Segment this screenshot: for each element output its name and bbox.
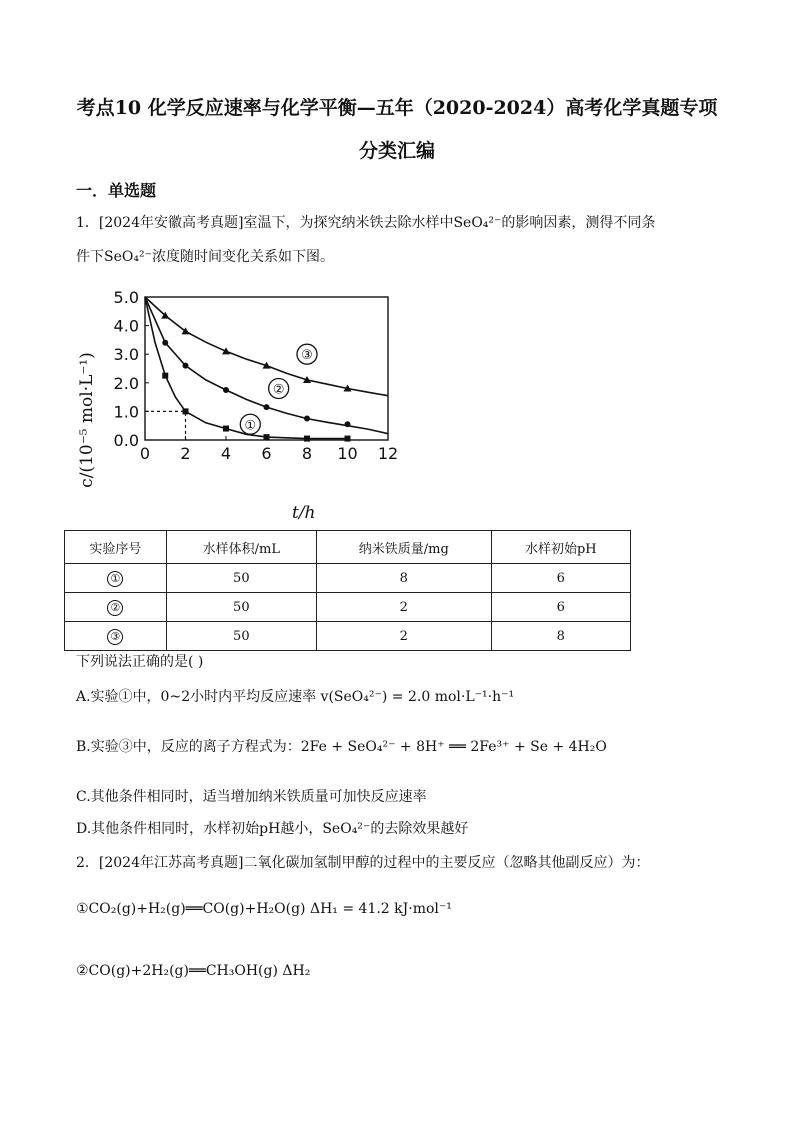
q2-equation-1: ①CO₂(g)+H₂(g)══CO(g)+H₂O(g) ΔH₁ = 41.2 kJ·mol⁻¹: [76, 901, 452, 917]
table-cell: 50: [166, 593, 316, 622]
q1-stem-line2: 件下SeO₄²⁻浓度随时间变化关系如下图。: [76, 249, 334, 265]
table-cell: 50: [166, 622, 316, 651]
table-cell: 6: [491, 593, 630, 622]
q2-equation-2: ②CO(g)+2H₂(g)══CH₃OH(g) ΔH₂: [76, 963, 311, 979]
experiment-table: [64, 530, 631, 651]
table-header-cell: 水样初始pH: [491, 531, 630, 564]
data-point: [162, 340, 168, 346]
data-point: [183, 363, 189, 369]
y-tick-label: 0.0: [113, 431, 139, 450]
x-tick-label: 4: [220, 444, 232, 463]
data-point: [345, 436, 351, 442]
table-header-cell: 纳米铁质量/mg: [316, 531, 491, 564]
x-axis-label: t/h: [292, 503, 316, 523]
table-cell: ②: [65, 593, 167, 622]
page-subtitle: 分类汇编: [358, 140, 435, 162]
table-cell: 8: [316, 564, 491, 593]
table-cell: 2: [316, 593, 491, 622]
data-point: [304, 416, 310, 422]
q2-stem: 2．[2024年江苏高考真题]二氧化碳加氢制甲醇的过程中的主要反应（忽略其他副反应）为：: [76, 855, 650, 871]
x-tick-label: 2: [180, 444, 191, 463]
series-label: ①: [244, 418, 257, 434]
y-axis-label: c/(10⁻⁵ mol·L⁻¹): [77, 352, 97, 488]
data-point: [183, 408, 189, 414]
y-tick-label: 1.0: [113, 402, 139, 422]
data-point: [223, 426, 229, 432]
dashed-guide-line: [145, 411, 186, 440]
table-row: [65, 622, 631, 651]
table-cell: 6: [491, 564, 630, 593]
section-heading: 一．单选题: [76, 181, 157, 200]
y-tick-label: 5.0: [113, 288, 139, 307]
table-cell: ①: [65, 564, 167, 593]
series-label: ②: [272, 382, 285, 398]
table-row: [65, 564, 631, 593]
series-line: [145, 297, 388, 396]
data-point: [304, 436, 310, 442]
data-point: [264, 404, 270, 410]
series-label: ③: [301, 348, 313, 364]
x-tick-label: 6: [261, 444, 272, 463]
q1-prompt: 下列说法正确的是( ): [76, 654, 204, 670]
option-b: B.实验③中，反应的离子方程式为：2Fe + SeO₄²⁻ + 8H⁺ ══ 2Fe³⁺ + Se + 4H₂O: [76, 739, 607, 755]
table-cell: ③: [65, 622, 167, 651]
option-a: A.实验①中，0~2小时内平均反应速率 v(SeO₄²⁻) = 2.0 mol·L⁻¹·h⁻¹: [76, 689, 515, 705]
table-cell: 8: [491, 622, 630, 651]
option-c: C.其他条件相同时，适当增加纳米铁质量可加快反应速率: [76, 789, 427, 805]
x-tick-label: 8: [301, 444, 313, 463]
table-header-row: [65, 531, 631, 564]
table-cell: 2: [316, 622, 491, 651]
data-point: [162, 373, 168, 379]
table-header-cell: 实验序号: [65, 531, 167, 564]
y-tick-label: 3.0: [113, 345, 139, 365]
x-tick-label: 12: [377, 444, 399, 463]
concentration-time-chart: [70, 280, 410, 525]
table-row: [65, 593, 631, 622]
option-d: D.其他条件相同时，水样初始pH越小，SeO₄²⁻的去除效果越好: [76, 821, 469, 837]
table-header-cell: 水样体积/mL: [166, 531, 316, 564]
data-point: [264, 434, 270, 440]
x-tick-label: 10: [337, 444, 358, 463]
q1-stem-line1: 1．[2024年安徽高考真题]室温下，为探究纳米铁去除水样中SeO₄²⁻的影响因素，测得不同条: [76, 215, 656, 231]
data-point: [345, 421, 351, 427]
page-title: 考点10 化学反应速率与化学平衡—五年（2020-2024）高考化学真题专项: [76, 97, 718, 119]
x-tick-label: 0: [139, 444, 151, 463]
y-tick-label: 4.0: [113, 316, 139, 336]
table-cell: 50: [166, 564, 316, 593]
data-point: [223, 387, 229, 393]
y-tick-label: 2.0: [113, 373, 139, 393]
